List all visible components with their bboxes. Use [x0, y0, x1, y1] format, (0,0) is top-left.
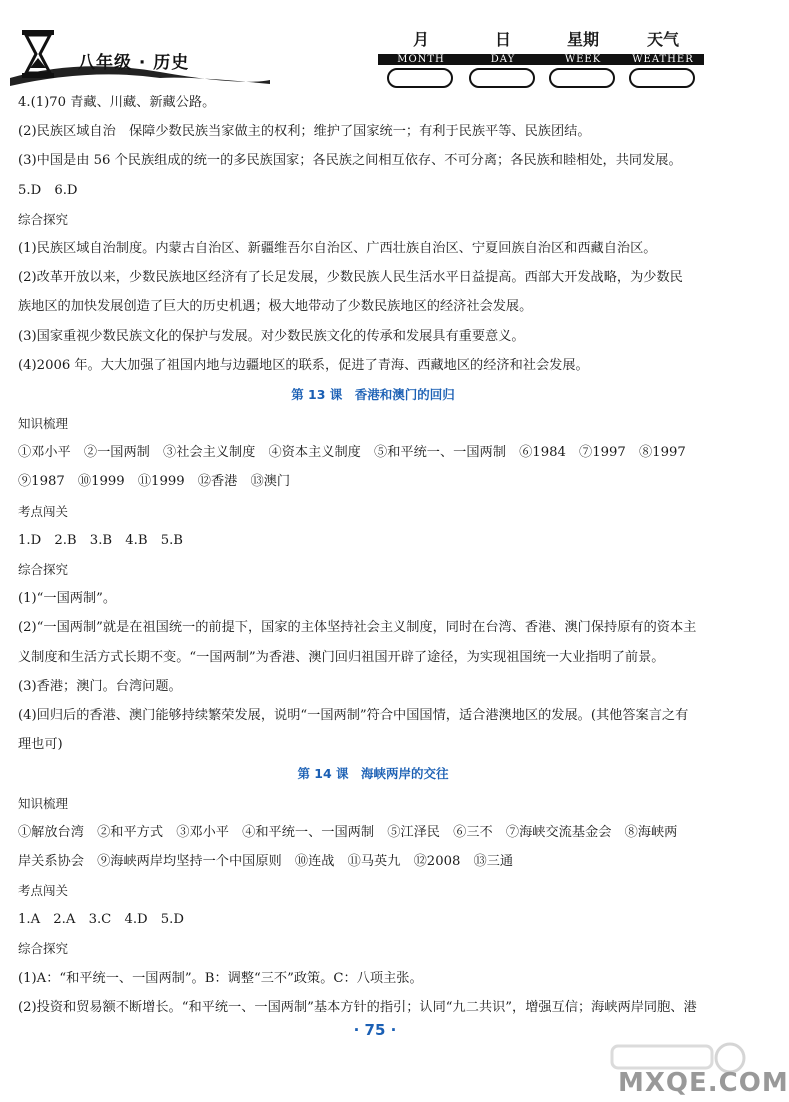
answer-line: 理也可)	[18, 737, 63, 753]
answer-line: 义制度和生活方式长期不变。“一国两制”为香港、澳门回归祖国开辟了途径，为实现祖国统一大业指明了前景。	[18, 649, 665, 665]
month-label-en: MONTH	[397, 54, 445, 65]
answer-line: (1)“一国两制”。	[18, 591, 117, 607]
month-label: 月	[412, 30, 429, 49]
answer-line: 1.A 2.A 3.C 4.D 5.D	[18, 912, 184, 928]
page-number: · 75 ·	[353, 1021, 397, 1039]
section-heading: 综合探究	[18, 562, 69, 577]
hourglass-icon	[18, 28, 58, 80]
answer-line: (1)民族区域自治制度。内蒙古自治区、新疆维吾尔自治区、广西壮族自治区、宁夏回族自治区和西藏自治区。	[18, 240, 657, 256]
section-heading: 考点闯关	[18, 503, 69, 519]
section-heading: 考点闯关	[18, 883, 69, 899]
weather-label: 天气	[646, 30, 679, 49]
date-field-month	[382, 28, 460, 65]
watermark-text: MXQE.COM	[618, 1068, 789, 1098]
answer-line: 4.(1)70 青藏、川藏、新藏公路。	[18, 95, 216, 110]
answer-line: (4)2006 年。大大加强了祖国内地与边疆地区的联系，促进了青海、西藏地区的经济和社会发展。	[18, 357, 589, 373]
answer-line: (2)改革开放以来，少数民族地区经济有了长足发展，少数民族人民生活水平日益提高。西部大开发战略，为少数民	[18, 270, 683, 286]
answer-line: 1.D 2.B 3.B 4.B 5.B	[18, 532, 183, 548]
answer-line: ①邓小平 ②一国两制 ③社会主义制度 ④资本主义制度 ⑤和平统一、一国两制 ⑥1984 ⑦1997 ⑧1997	[18, 445, 686, 461]
section-heading: 综合探究	[18, 941, 69, 957]
date-fields	[378, 28, 704, 88]
date-field-week	[544, 28, 622, 65]
answer-line: 族地区的加快发展创造了巨大的历史机遇；极大地带动了少数民族地区的经济社会发展。	[18, 299, 533, 315]
day-input-box	[469, 68, 535, 88]
answer-line: (1)A：“和平统一、一国两制”。B：调整“三不”政策。C：八项主张。	[18, 970, 423, 986]
lesson-title: 第 14 课 海峡两岸的交往	[297, 766, 449, 782]
answer-line: (2)“一国两制”就是在祖国统一的前提下，国家的主体坚持社会主义制度，同时在台湾、香港、澳门保持原有的资本主	[18, 620, 697, 636]
answer-line: (2)投资和贸易额不断增长。“和平统一、一国两制”基本方针的指引；认同“九二共识”，增强互信；海峡两岸同胞、港	[18, 999, 697, 1015]
answer-line: (2)民族区域自治 保障少数民族当家做主的权利；维护了国家统一；有利于民族平等、民族团结。	[18, 124, 591, 140]
answer-line: (3)香港；澳门。台湾问题。	[18, 678, 182, 694]
section-heading: 知识梳理	[18, 795, 69, 811]
answer-line: 5.D 6.D	[18, 182, 78, 198]
week-input-box	[549, 68, 615, 88]
answer-line: ⑨1987 ⑩1999 ⑪1999 ⑫香港 ⑬澳门	[18, 474, 291, 490]
date-field-weather	[624, 28, 702, 65]
week-label-en: WEEK	[564, 54, 602, 65]
month-input-box	[387, 68, 453, 88]
page-header	[0, 0, 750, 90]
weather-label-en: WEATHER	[632, 54, 694, 65]
book-title: 八年级 · 历史	[78, 53, 190, 73]
answer-line: (3)国家重视少数民族文化的保护与发展。对少数民族文化的传承和发展具有重要意义。	[18, 328, 525, 344]
lesson-title: 第 13 课 香港和澳门的回归	[291, 386, 455, 402]
week-label: 星期	[566, 30, 599, 49]
weather-input-box	[629, 68, 695, 88]
answer-line: (3)中国是由 56 个民族组成的统一的多民族国家；各民族之间相互依存、不可分离；各民族和睦相处，共同发展。	[18, 153, 682, 169]
section-heading: 综合探究	[18, 211, 69, 227]
answer-content	[18, 88, 728, 1022]
section-heading: 知识梳理	[18, 416, 69, 432]
answer-line: (4)回归后的香港、澳门能够持续繁荣发展，说明“一国两制”符合中国国情，适合港澳地区的发展。(其他答案言之有	[18, 707, 689, 723]
answer-line: 岸关系协会 ⑨海峡两岸均坚持一个中国原则 ⑩连战 ⑪马英九 ⑫2008 ⑬三通	[18, 853, 514, 869]
answer-line: ①解放台湾 ②和平方式 ③邓小平 ④和平统一、一国两制 ⑤江泽民 ⑥三不 ⑦海峡交流基金会 ⑧海峡两	[18, 824, 678, 840]
date-field-day	[464, 28, 542, 65]
day-label-en: DAY	[490, 54, 516, 65]
day-label: 日	[494, 30, 511, 49]
